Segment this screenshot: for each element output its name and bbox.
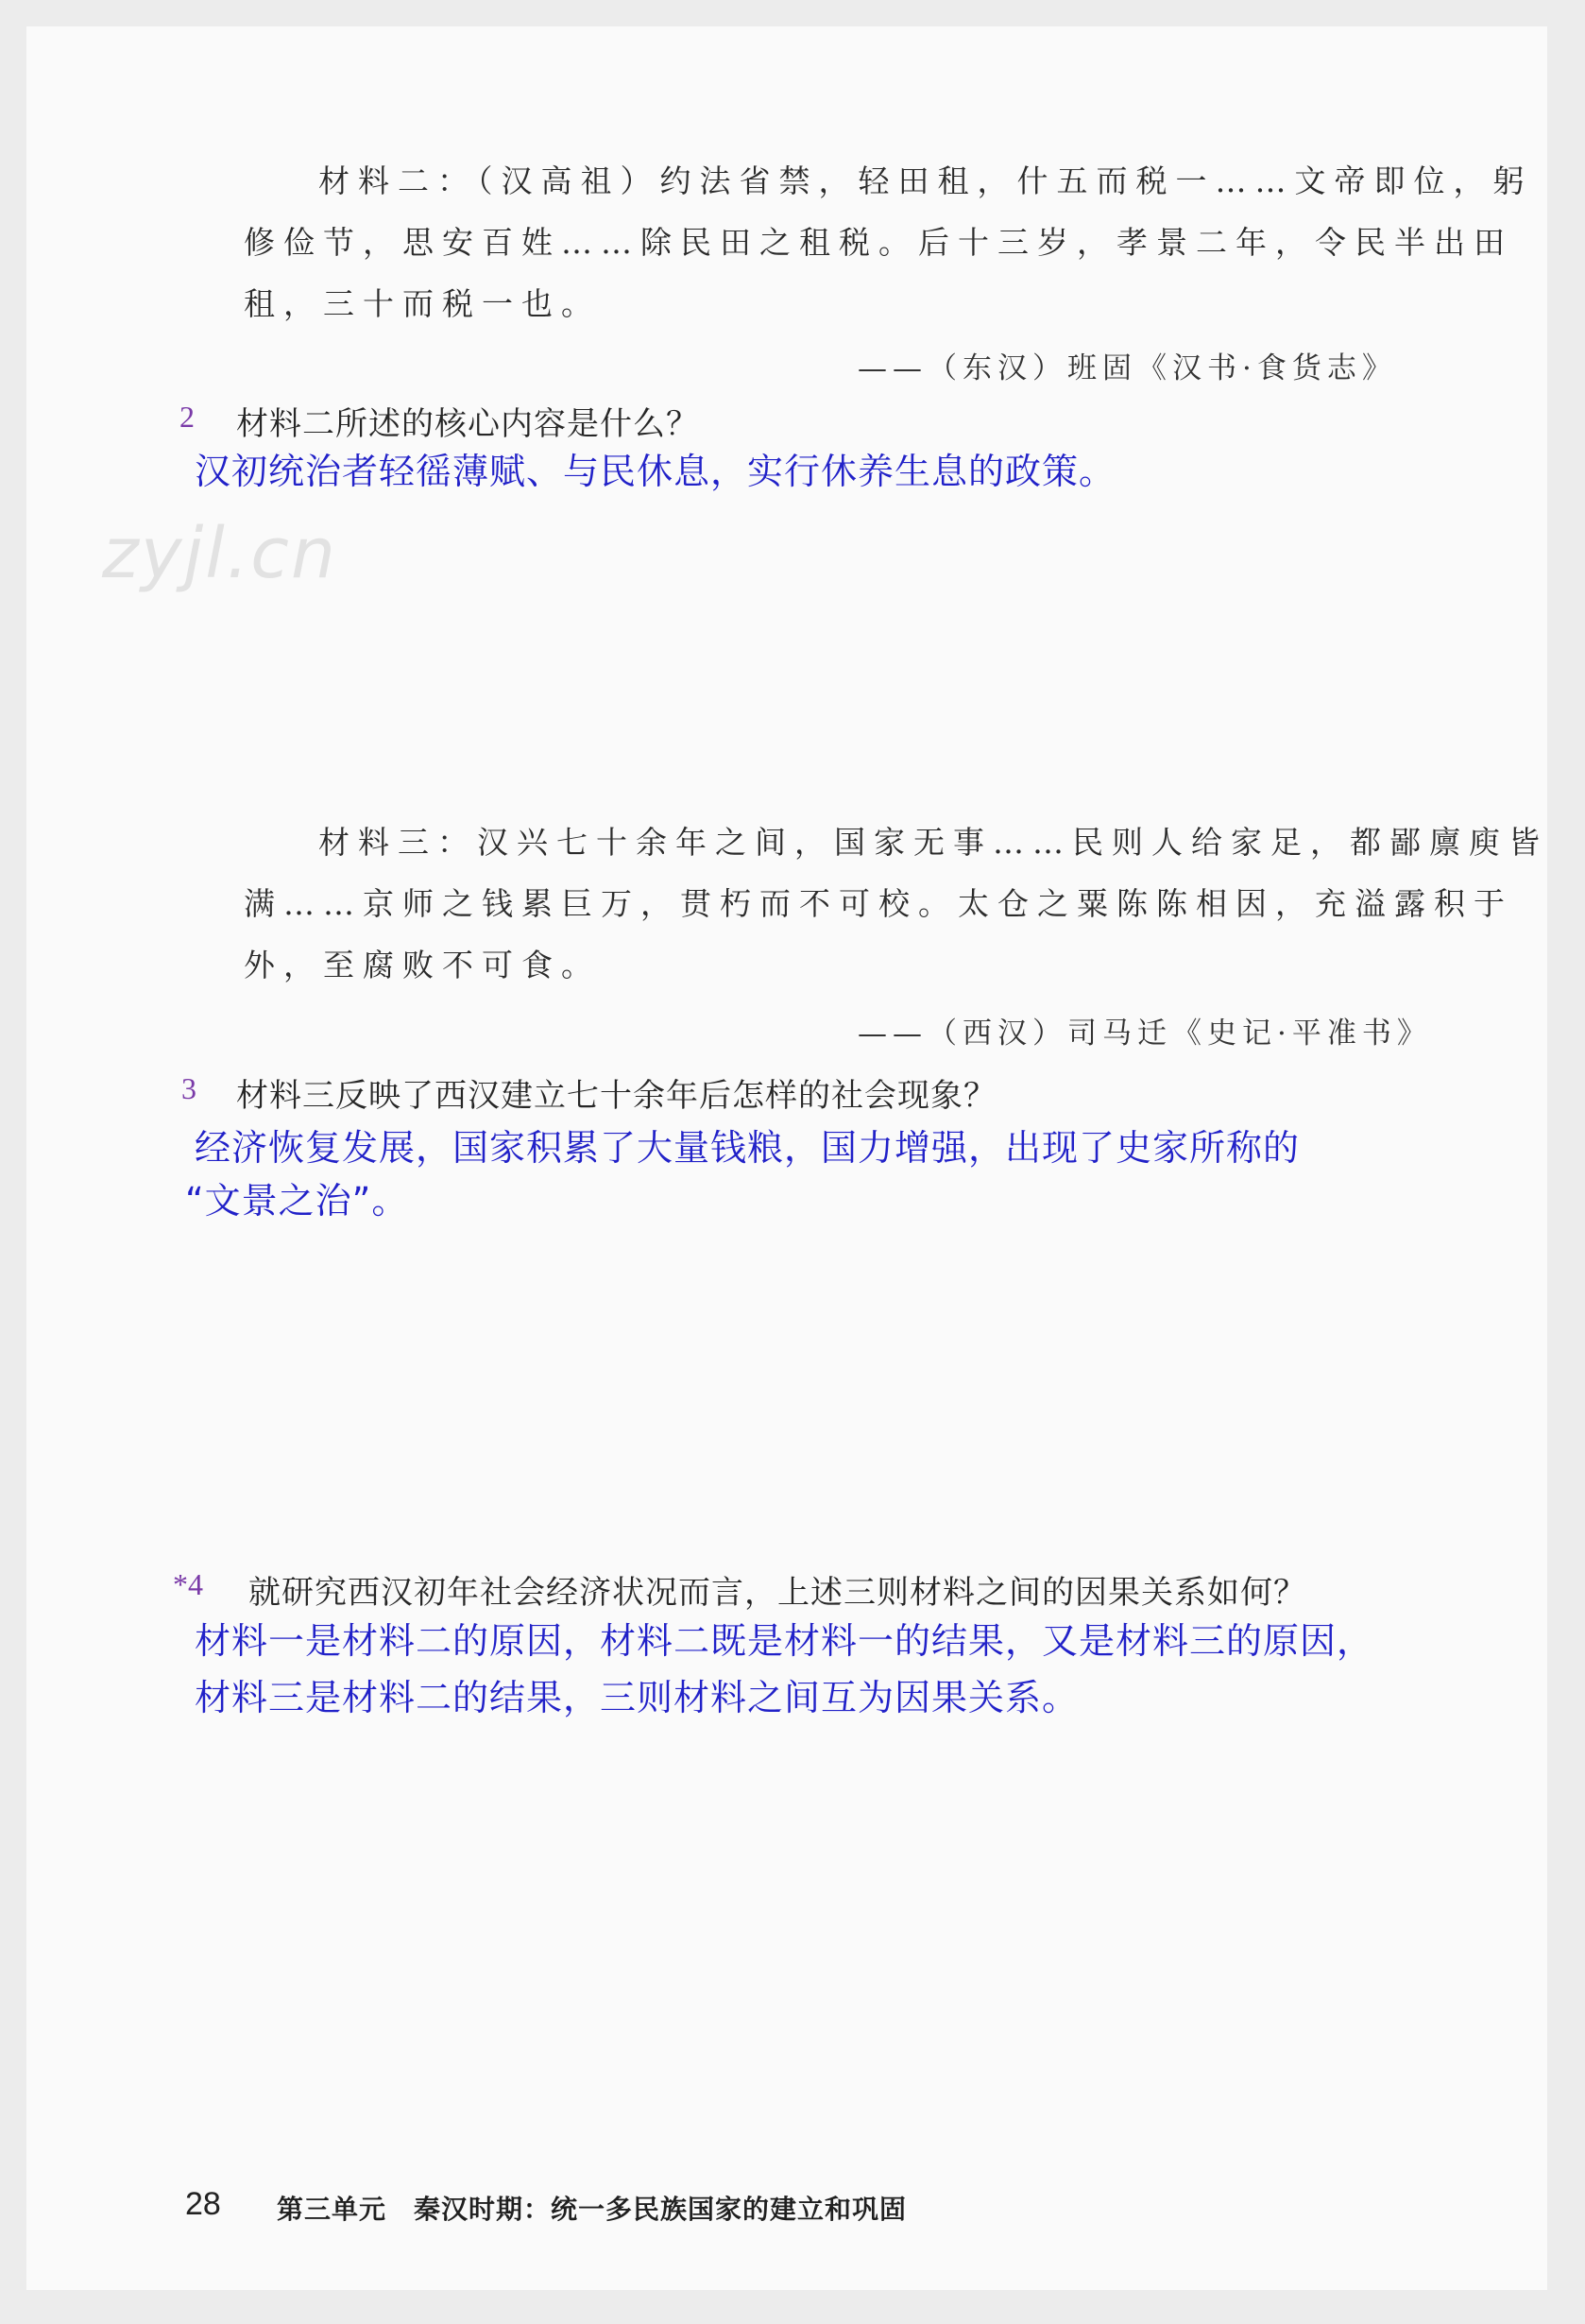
material3-source: ——（西汉）司马迁《史记·平准书》	[858, 1017, 1432, 1051]
question3-text: 材料三反映了西汉建立七十余年后怎样的社会现象？	[236, 1077, 997, 1115]
question3-answer-line1: 经济恢复发展，国家积累了大量钱粮，国力增强，出现了史家所称的	[195, 1127, 1301, 1169]
unit-title: 第三单元 秦汉时期：统一多民族国家的建立和巩固	[277, 2194, 908, 2225]
material3-line2: 满……京师之钱累巨万，贯朽而不可校。太仓之粟陈陈相因，充溢露积于	[244, 885, 1513, 922]
question4-number: *4	[173, 1567, 203, 1601]
question4-answer-line1: 材料一是材料二的原因，材料二既是材料一的结果，又是材料三的原因，	[195, 1620, 1374, 1662]
material2-line2: 修俭节，思安百姓……除民田之租税。后十三岁，孝景二年，令民半出田	[244, 224, 1513, 261]
page-number: 28	[185, 2186, 221, 2222]
material2-line3: 租，三十而税一也。	[244, 285, 601, 322]
question3-number: 3	[181, 1071, 196, 1105]
question3-answer-line2: “文景之治”。	[185, 1180, 409, 1222]
watermark-logo: zyjl.cn	[102, 513, 337, 594]
material3-line3: 外，至腐败不可食。	[244, 947, 601, 983]
material2-line1: 材料二：（汉高祖）约法省禁，轻田租，什五而税一……文帝即位，躬	[318, 162, 1533, 199]
material3-line1: 材料三：汉兴七十余年之间，国家无事……民则人给家足，都鄙廪庾皆	[318, 824, 1548, 861]
question2-answer: 汉初统治者轻徭薄赋、与民休息，实行休养生息的政策。	[195, 451, 1116, 492]
material2-source: ——（东汉）班固《汉书·食货志》	[858, 351, 1397, 385]
question2-text: 材料二所述的核心内容是什么？	[236, 405, 699, 443]
question2-number: 2	[179, 400, 195, 434]
workbook-page	[26, 26, 1547, 2290]
question4-answer-line2: 材料三是材料二的结果，三则材料之间互为因果关系。	[195, 1677, 1080, 1718]
question4-text: 就研究西汉初年社会经济状况而言，上述三则材料之间的因果关系如何？	[248, 1574, 1306, 1612]
